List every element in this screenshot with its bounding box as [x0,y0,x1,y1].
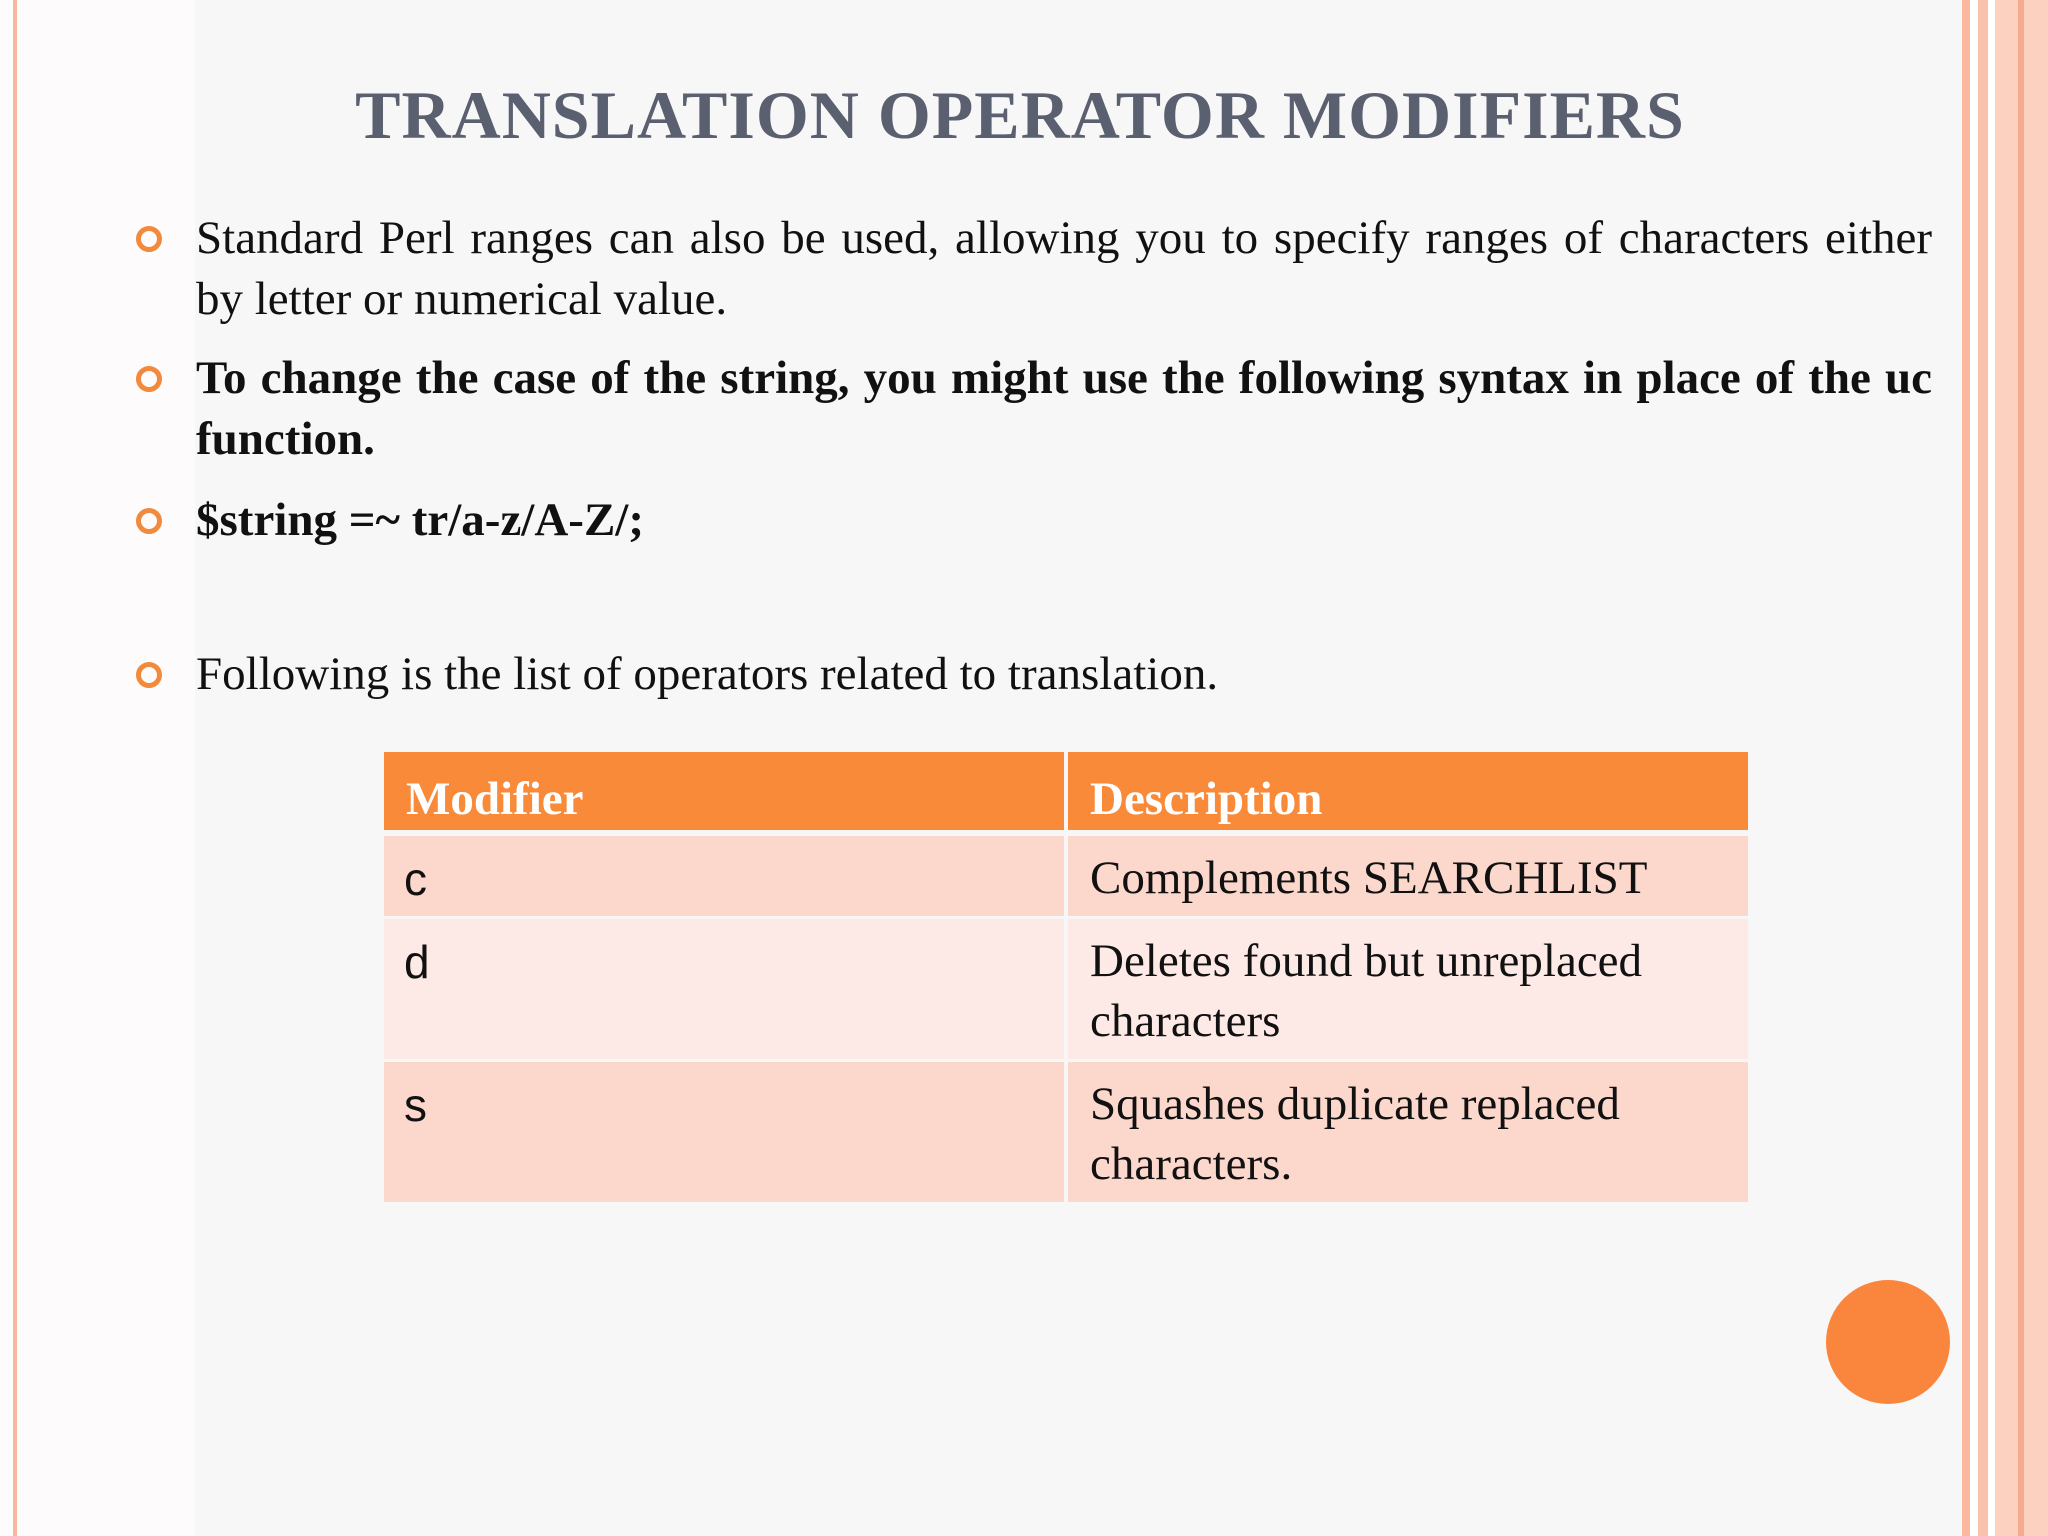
bullet-circle-icon [136,366,162,392]
right-border-stripe [1962,0,1970,1536]
bullet-item [148,208,1932,330]
table-cell-modifier: c [384,836,1064,916]
table-cell-modifier: d [384,919,1064,1059]
table-cell-modifier: s [384,1062,1064,1202]
bullet-text: Following is the list of operators related to translation. [196,648,1219,700]
table-header-description: Description [1068,752,1748,830]
bullet-text: $string =~ tr/a-z/A-Z/; [196,494,645,546]
bullet-item [148,348,1932,470]
right-border-stripe [2018,0,2024,1536]
table-header-modifier: Modifier [384,752,1064,830]
bullet-circle-icon [136,508,162,534]
table-cell-description: Squashes duplicate replaced characters. [1068,1062,1748,1202]
table-cell-description: Complements SEARCHLIST [1068,836,1748,916]
bullet-item [148,644,1932,705]
right-border-stripe [1978,0,1988,1536]
decorative-orange-circle [1826,1280,1950,1404]
table-cell-description: Deletes found but unreplaced characters [1068,919,1748,1059]
bullet-text: To change the case of the string, you might use the following syntax in place of the uc function. [196,352,1932,465]
bullet-item [148,490,1932,551]
bullet-circle-icon [136,226,162,252]
slide-title: TRANSLATION OPERATOR MODIFIERS [355,77,1685,153]
left-border-line [13,0,17,1536]
bullet-circle-icon [136,662,162,688]
bullet-text: Standard Perl ranges can also be used, allowing you to specify ranges of characters either by letter or numerical value. [196,212,1932,325]
